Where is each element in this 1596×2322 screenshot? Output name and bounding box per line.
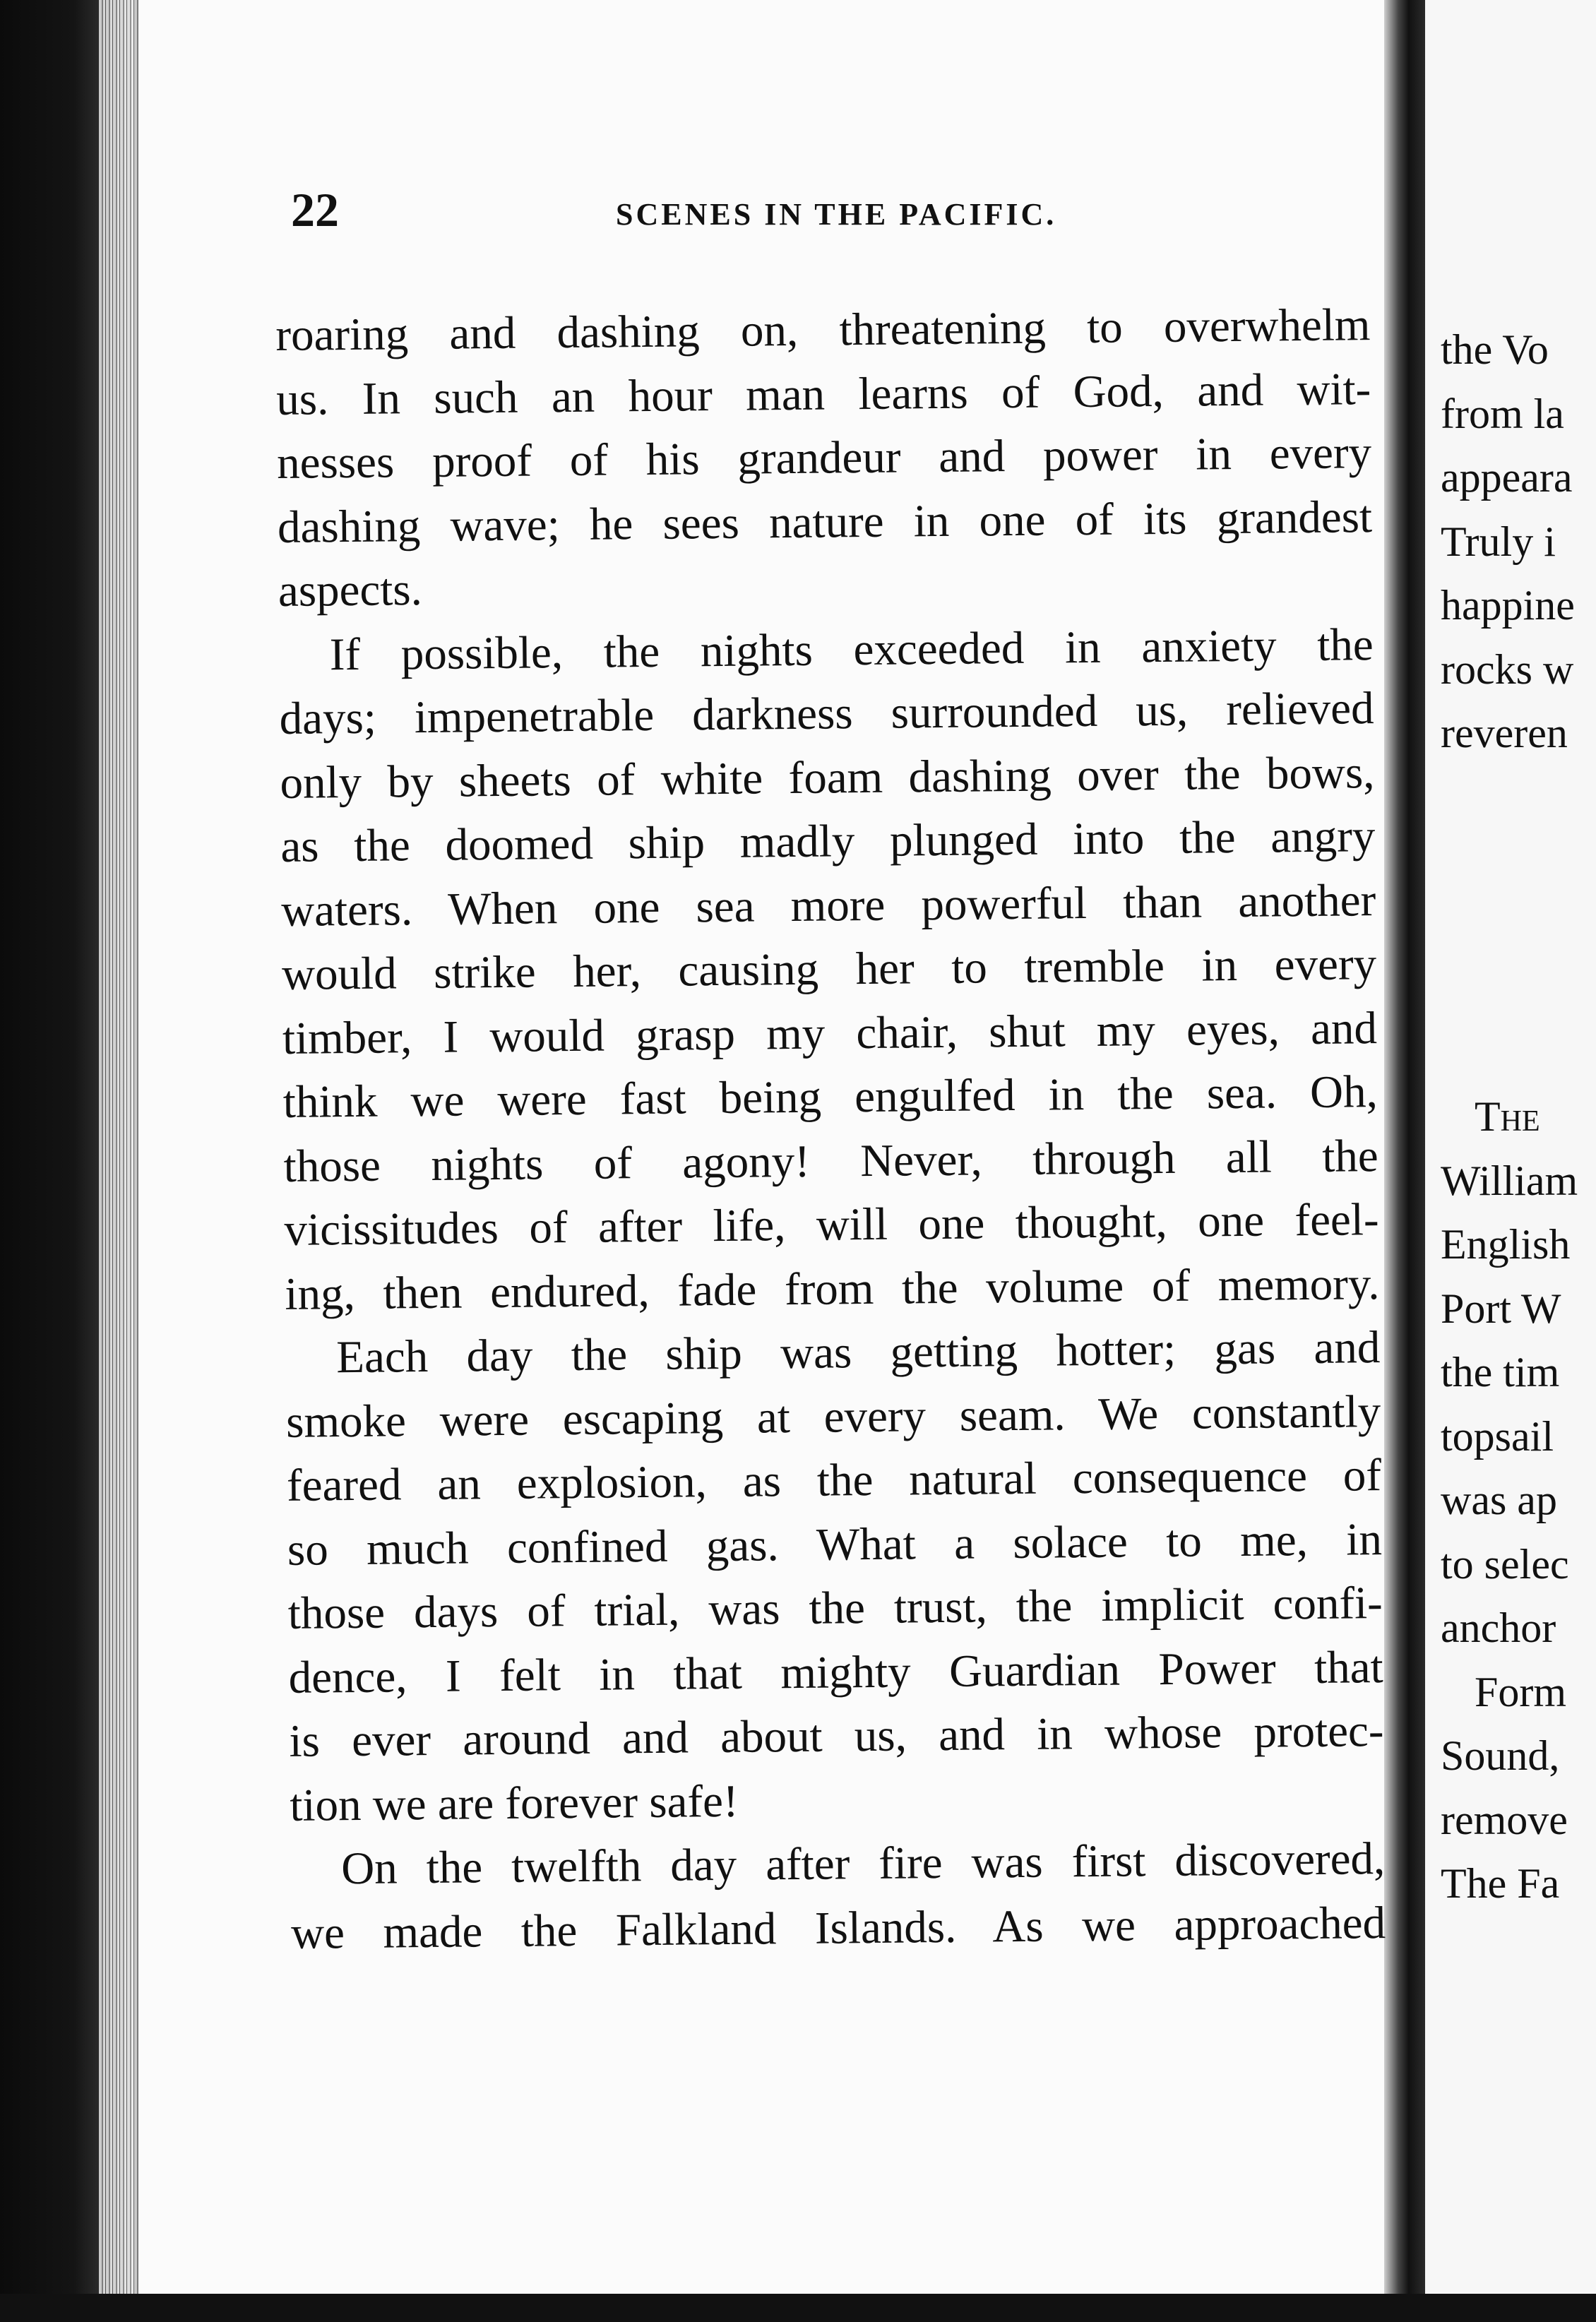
- text-line: roaring and dashing on, threatening to overwhelm: [275, 299, 1371, 361]
- text-line: topsail: [1441, 1412, 1554, 1460]
- text-line: The Fa: [1441, 1860, 1560, 1907]
- text-line: English: [1441, 1221, 1571, 1268]
- text-line: days; impenetrable darkness surrounded us, relieved: [279, 683, 1374, 744]
- text-line: ing, then endured, fade from the volume of memory.: [285, 1258, 1380, 1320]
- text-line: us. In such an hour man learns of God, and wit-: [275, 363, 1371, 425]
- page-edges: [99, 0, 141, 2322]
- text-line: dence, I felt in that mighty Guardian Power that: [288, 1641, 1383, 1703]
- text-line: tion we are forever safe!: [290, 1775, 739, 1831]
- text-line: think we were fast being engulfed in the sea. Oh,: [282, 1066, 1378, 1128]
- text-line: waters. When one sea more powerful than another: [280, 874, 1376, 936]
- text-line: the tim: [1441, 1349, 1560, 1395]
- text-line: reveren: [1441, 710, 1568, 756]
- text-line: vicissitudes of after life, will one thought, one feel-: [284, 1194, 1379, 1256]
- text-line: appeara: [1441, 454, 1573, 501]
- text-line: Sound,: [1441, 1732, 1560, 1779]
- text-line: Each day the ship was getting hotter; gas and: [335, 1322, 1381, 1383]
- text-line: anchor: [1441, 1604, 1556, 1651]
- text-line: to selec: [1441, 1540, 1569, 1588]
- text-line: smoke were escaping at every seam. We constantly: [285, 1386, 1381, 1448]
- text-line: On the twelfth day after fire was first discovered,: [340, 1833, 1386, 1895]
- blank-line: [1441, 829, 1596, 893]
- text-line: aspects.: [278, 564, 423, 617]
- text-line: William: [1441, 1157, 1578, 1204]
- blank-line: [1441, 957, 1596, 1021]
- page-number: 22: [291, 183, 339, 237]
- text-line: remove: [1441, 1796, 1568, 1843]
- blank-line: [1441, 766, 1596, 830]
- text-line: from la: [1441, 390, 1564, 437]
- text-line: Truly i: [1441, 518, 1556, 565]
- text-line: those days of trial, was the trust, the implicit confi-: [287, 1578, 1383, 1639]
- text-line: we made the Falkland Islands. As we approached: [290, 1897, 1386, 1959]
- right-page-body: [1441, 318, 1596, 1916]
- text-line: so much confined gas. What a solace to me, in: [287, 1513, 1383, 1576]
- text-line: Form: [1475, 1668, 1567, 1715]
- text-line: happine: [1441, 582, 1575, 629]
- text-line: nesses proof of his grandeur and power in every: [276, 427, 1372, 489]
- text-line: feared an explosion, as the natural consequence of: [286, 1450, 1382, 1511]
- scan-bottom-edge: [0, 2294, 1596, 2322]
- book-gutter: [1384, 0, 1425, 2322]
- text-line: Port W: [1441, 1285, 1561, 1332]
- text-line: timber, I would grasp my chair, shut my eyes, and: [282, 1002, 1378, 1064]
- text-line: only by sheets of white foam dashing over the bows,: [280, 746, 1375, 809]
- running-title: SCENES IN THE PACIFIC.: [616, 197, 1057, 232]
- text-line: would strike her, causing her to tremble in every: [281, 939, 1377, 1000]
- text-line: as the doomed ship madly plunged into the angry: [280, 811, 1376, 872]
- blank-line: [1441, 1021, 1596, 1085]
- blank-line: [1441, 893, 1596, 958]
- text-line: The: [1475, 1093, 1540, 1140]
- text-line: is ever around and about us, and in whose protec-: [289, 1705, 1384, 1767]
- text-line: those nights of agony! Never, through all the: [283, 1130, 1378, 1192]
- text-line: the Vo: [1441, 326, 1549, 373]
- text-line: dashing wave; he sees nature in one of its grandest: [277, 491, 1373, 553]
- left-page-body: [275, 293, 1386, 1965]
- text-line: rocks w: [1441, 645, 1574, 693]
- text-line: was ap: [1441, 1477, 1557, 1523]
- text-line: If possible, the nights exceeded in anxiety the: [329, 619, 1374, 680]
